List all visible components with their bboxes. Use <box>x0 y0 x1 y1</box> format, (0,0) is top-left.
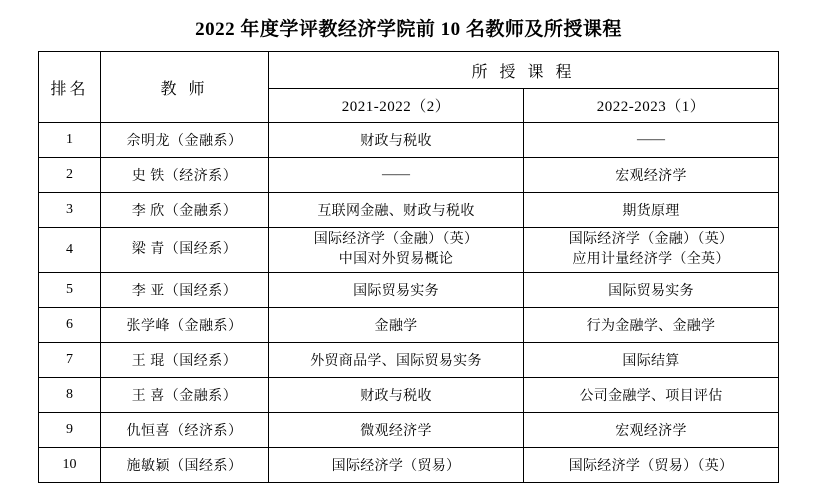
table-row <box>39 378 779 413</box>
row-term2-course: 期货原理 <box>524 193 779 228</box>
table-container <box>0 51 817 483</box>
row-rank: 10 <box>39 448 101 483</box>
row-rank: 8 <box>39 378 101 413</box>
page-title: 2022 年度学评教经济学院前 10 名教师及所授课程 <box>195 19 622 40</box>
row-term1-course-line1: 国际经济学（金融）（英） <box>313 232 479 247</box>
header-rank: 排名 <box>39 52 101 123</box>
row-term1-course <box>269 228 524 273</box>
row-rank: 3 <box>39 193 101 228</box>
row-rank: 9 <box>39 413 101 448</box>
row-teacher: 史 铁（经济系） <box>101 158 269 193</box>
row-term2-course: 公司金融学、项目评估 <box>524 378 779 413</box>
row-term2-course: —— <box>524 123 779 158</box>
row-term1-course: 外贸商品学、国际贸易实务 <box>269 343 524 378</box>
row-term1-course: 金融学 <box>269 308 524 343</box>
row-teacher: 梁 青（国经系） <box>101 228 269 273</box>
row-teacher: 仇恒喜（经济系） <box>101 413 269 448</box>
teacher-course-table <box>38 51 779 483</box>
row-teacher: 李 亚（国经系） <box>101 273 269 308</box>
table-row <box>39 123 779 158</box>
row-term1-course: —— <box>269 158 524 193</box>
row-term1-course: 互联网金融、财政与税收 <box>269 193 524 228</box>
table-row <box>39 448 779 483</box>
row-term2-course: 行为金融学、金融学 <box>524 308 779 343</box>
row-term1-course: 国际经济学（贸易） <box>269 448 524 483</box>
row-rank: 5 <box>39 273 101 308</box>
row-term1-course: 微观经济学 <box>269 413 524 448</box>
row-rank: 1 <box>39 123 101 158</box>
row-teacher: 王 琨（国经系） <box>101 343 269 378</box>
header-term-2021-2022: 2021-2022（2） <box>269 89 524 123</box>
header-teacher: 教 师 <box>101 52 269 123</box>
row-teacher: 张学峰（金融系） <box>101 308 269 343</box>
header-term-2022-2023: 2022-2023（1） <box>524 89 779 123</box>
row-term2-course: 宏观经济学 <box>524 158 779 193</box>
row-term1-course-line2: 中国对外贸易概论 <box>338 252 454 267</box>
row-rank: 4 <box>39 228 101 273</box>
table-row <box>39 193 779 228</box>
table-row <box>39 308 779 343</box>
row-teacher: 王 喜（金融系） <box>101 378 269 413</box>
row-term1-course: 国际贸易实务 <box>269 273 524 308</box>
table-header-row-1 <box>39 52 779 89</box>
row-teacher: 李 欣（金融系） <box>101 193 269 228</box>
table-row <box>39 273 779 308</box>
table-row <box>39 413 779 448</box>
row-term2-course: 国际结算 <box>524 343 779 378</box>
row-term1-course: 财政与税收 <box>269 123 524 158</box>
row-term2-course: 国际贸易实务 <box>524 273 779 308</box>
row-rank: 6 <box>39 308 101 343</box>
table-row <box>39 228 779 273</box>
row-term2-course-line2: 应用计量经济学（全英） <box>572 252 730 267</box>
header-courses-group: 所 授 课 程 <box>269 52 779 89</box>
row-term1-course: 财政与税收 <box>269 378 524 413</box>
row-term2-course-line1: 国际经济学（金融）（英） <box>568 232 734 247</box>
row-rank: 7 <box>39 343 101 378</box>
table-row <box>39 343 779 378</box>
row-rank: 2 <box>39 158 101 193</box>
row-term2-course: 宏观经济学 <box>524 413 779 448</box>
row-teacher: 佘明龙（金融系） <box>101 123 269 158</box>
row-term2-course: 国际经济学（贸易）（英） <box>524 448 779 483</box>
table-row <box>39 158 779 193</box>
row-teacher: 施敏颖（国经系） <box>101 448 269 483</box>
row-term2-course <box>524 228 779 273</box>
